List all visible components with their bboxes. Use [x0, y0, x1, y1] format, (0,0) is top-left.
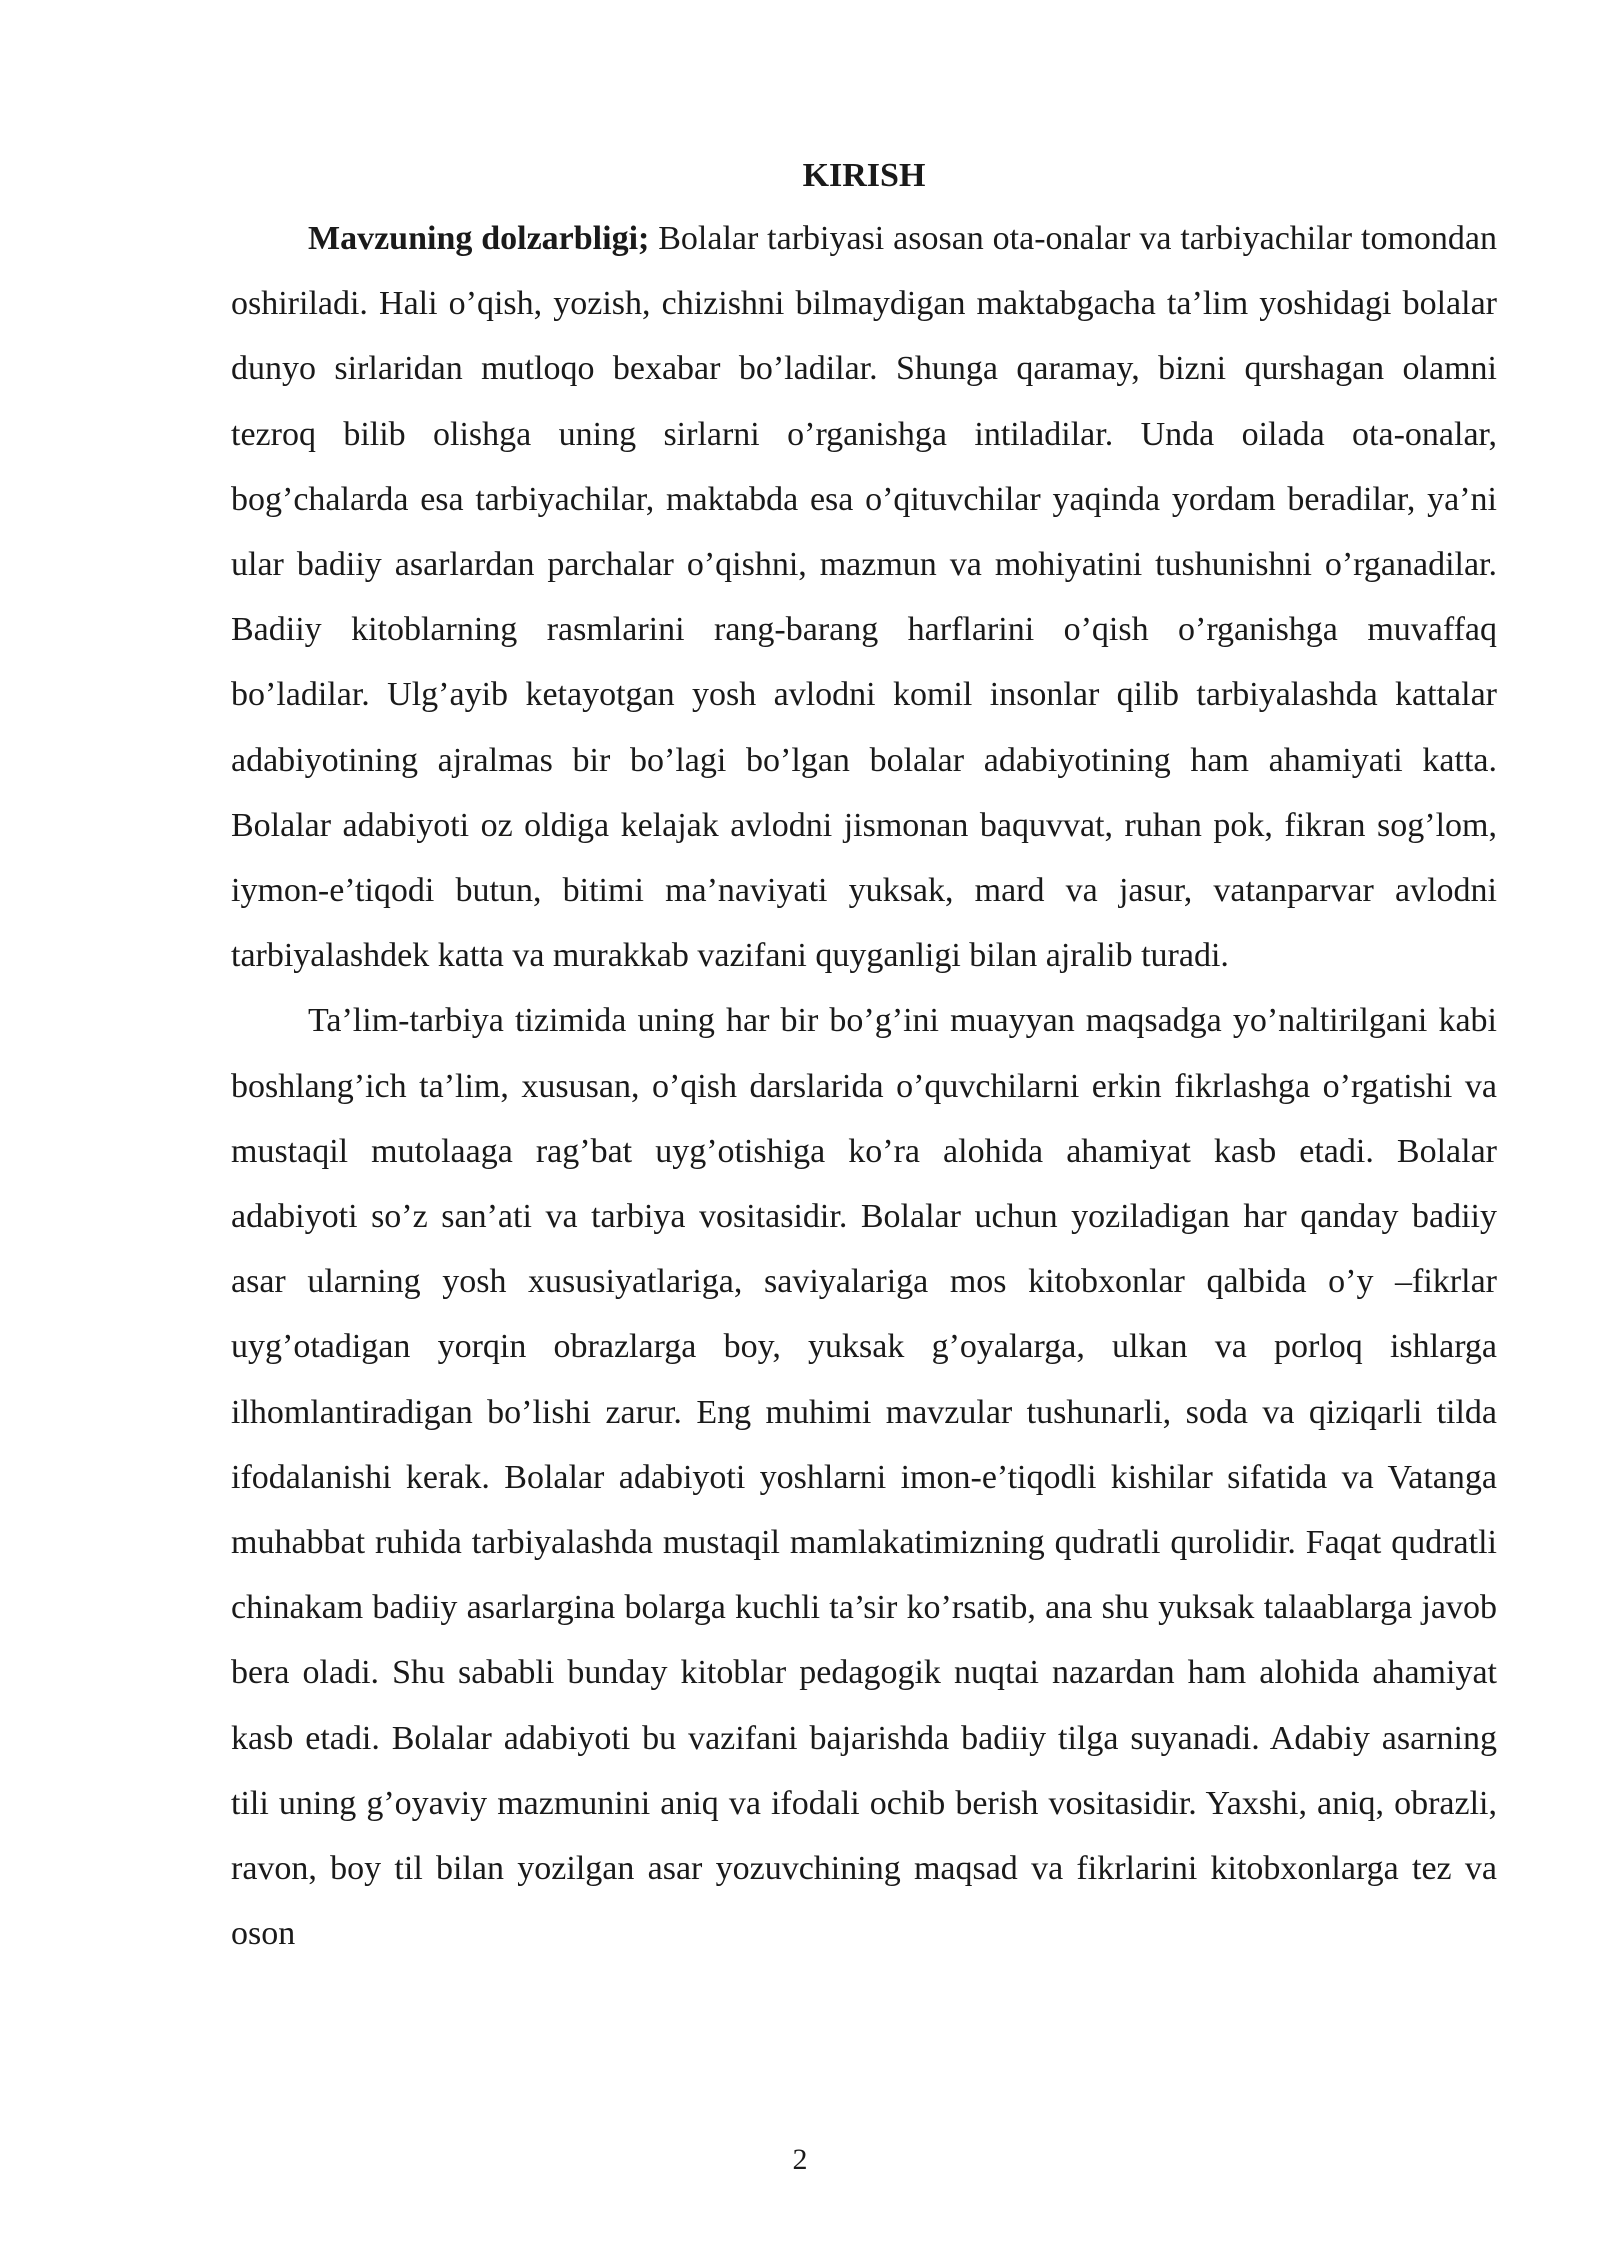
paragraph-education — [231, 988, 1497, 1966]
paragraph-text: Ta’lim-tarbiya tizimida uning har bir bo’g’ini muayyan maqsadga yo’naltirilgani kabi boshlang’ich ta’lim, xususan, o’qish darslarida o’quvchilarni erkin fikrlashga o’rgatishi va mustaqil mutolaaga rag’bat uyg’otishiga ko’ra alohida ahamiyat kasb etadi. Bolalar adabiyoti so’z san’ati va tarbiya vositasidir. Bolalar uchun yoziladigan har qanday badiiy asar ularning yosh xususiyatlariga, saviyalariga mos kitobxonlar qalbida o’y –fikrlar uyg’otadigan yorqin obrazlarga boy, yuksak g’oyalarga, ulkan va porloq ishlarga ilhomlantiradigan bo’lishi zarur. Eng muhimi mavzular tushunarli, soda va qiziqarli tilda ifodalanishi kerak. Bolalar adabiyoti yoshlarni imon-e’tiqodli kishilar sifatida va Vatanga muhabbat ruhida tarbiyalashda mustaqil mamlakatimizning qudratli qurolidir. Faqat qudratli chinakam badiiy asarlargina bolarga kuchli ta’sir ko’rsatib, ana shu yuksak talaablarga javob bera oladi. Shu sababli bunday kitoblar pedagogik nuqtai nazardan ham alohida ahamiyat kasb etadi. Bolalar adabiyoti bu vazifani bajarishda badiiy tilga suyanadi. Adabiy asarning tili uning g’oyaviy mazmunini aniq va ifodali ochib berish vositasidir. Yaxshi, aniq, obrazli, ravon, boy til bilan yozilgan asar yozuvchining maqsad va fikrlarini kitobxonlarga tez va oson — [231, 1002, 1497, 1953]
paragraph-text: Bolalar tarbiyasi asosan ota-onalar va tarbiyachilar tomondan oshiriladi. Hali o’qish, yozish, chizishni bilmaydigan maktabgacha ta’lim yoshidagi bolalar dunyo sirlaridan mutloqo bexabar bo’ladilar. Shunga qaramay, bizni qurshagan olamni tezroq bilib olishga uning sirlarni o’rganishga intiladilar. Unda oilada ota-onalar, bog’chalarda esa tarbiyachilar, maktabda esa o’qituvchilar yaqinda yordam beradilar, ya’ni ular badiiy asarlardan parchalar o’qishni, mazmun va mohiyatini tushunishni o’rganadilar. Badiiy kitoblarning rasmlarini rang-barang harflarini o’qish o’rganishga muvaffaq bo’ladilar. Ulg’ayib ketayotgan yosh avlodni komil insonlar qilib tarbiyalashda kattalar adabiyotining ajralmas bir bo’lagi bo’lgan bolalar adabiyotining ham ahamiyati katta. Bolalar adabiyoti oz oldiga kelajak avlodni jismonan baquvvat, ruhan pok, fikran sog’lom, iymon-e’tiqodi butun, bitimi ma’naviyati yuksak, mard va jasur, vatanparvar avlodni tarbiyalashdek katta va murakkab vazifani quyganligi bilan ajralib turadi. — [231, 220, 1497, 975]
page-number: 2 — [792, 2143, 808, 2176]
section-heading: KIRISH — [802, 157, 926, 194]
page-content — [231, 148, 1497, 1966]
paragraph-relevance — [231, 206, 1497, 988]
paragraph-lead: Mavzuning dolzarbligi; — [308, 220, 650, 257]
